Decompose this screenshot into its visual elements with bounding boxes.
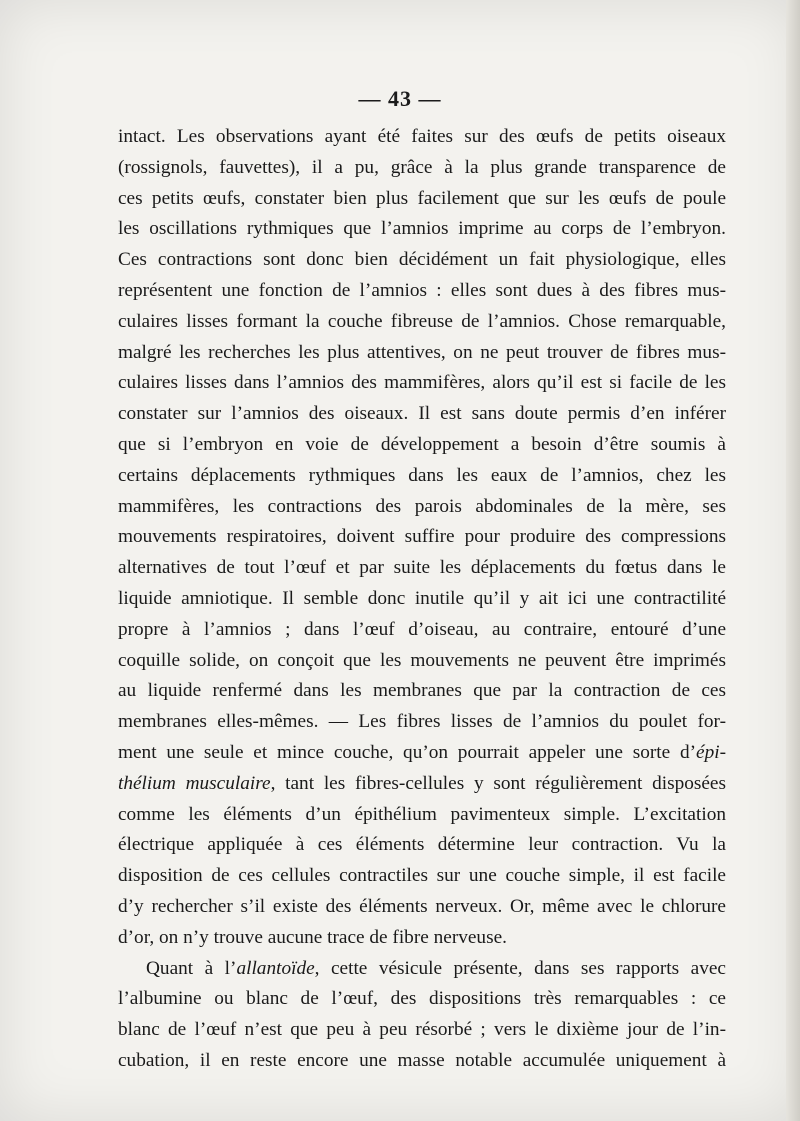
text-line: mammifères, les contractions des parois abdominales de la mère, ses xyxy=(118,495,726,517)
italic-term: allantoïde xyxy=(236,957,315,979)
text-line: représentent une fonction de l’amnios : elles sont dues à des fibres mus- xyxy=(118,279,726,301)
page-number: — 43 — xyxy=(358,86,442,111)
italic-term: thélium musculaire xyxy=(118,772,271,794)
text-line: propre à l’amnios ; dans l’œuf d’oiseau, au contraire, entouré d’une xyxy=(118,618,726,640)
text-line: malgré les recherches les plus attentives, on ne peut trouver de fibres mus- xyxy=(118,341,726,363)
text-line xyxy=(118,769,726,800)
text-line: certains déplacements rythmiques dans les eaux de l’amnios, chez les xyxy=(118,464,726,486)
text-line: les oscillations rythmiques que l’amnios imprime au corps de l’embryon. xyxy=(118,218,726,240)
text-line: liquide amniotique. Il semble donc inutile qu’il y ait ici une contractilité xyxy=(118,587,726,609)
text-run: , cette vésicule présente, dans ses rapports avec xyxy=(314,957,726,979)
text-line: coquille solide, on conçoit que les mouvements ne peuvent être imprimés xyxy=(118,649,726,671)
paragraph-start-line xyxy=(118,954,726,985)
text-run: ment une seule et mince couche, qu’on pourrait appeler une sorte d’ xyxy=(118,741,697,763)
text-line: d’y rechercher s’il existe des éléments nerveux. Or, même avec le chlorure xyxy=(118,895,726,917)
text-line: que si l’embryon en voie de développement a besoin d’être soumis à xyxy=(118,433,726,455)
text-line: d’or, on n’y trouve aucune trace de fibre nerveuse. xyxy=(118,926,507,948)
text-line: disposition de ces cellules contractiles sur une couche simple, il est facile xyxy=(118,865,726,887)
text-line: comme les éléments d’un épithélium pavimenteux simple. L’excitation xyxy=(118,803,726,825)
text-line: membranes elles-mêmes. — Les fibres lisses de l’amnios du poulet for- xyxy=(118,711,726,733)
text-run: Quant à l’ xyxy=(146,957,237,979)
text-line: cubation, il en reste encore une masse notable accumulée uniquement à xyxy=(118,1049,726,1071)
page-edge xyxy=(786,0,800,1121)
text-line: culaires lisses dans l’amnios des mammifères, alors qu’il est si facile de les xyxy=(118,372,726,394)
italic-term: épi- xyxy=(696,741,726,763)
text-line: électrique appliquée à ces éléments détermine leur contraction. Vu la xyxy=(118,834,726,856)
text-line: ces petits œufs, constater bien plus facilement que sur les œufs de poule xyxy=(118,187,726,209)
text-line: (rossignols, fauvettes), il a pu, grâce à la plus grande transparence de xyxy=(118,156,726,178)
body-text xyxy=(118,122,726,1077)
text-line: l’albumine ou blanc de l’œuf, des dispositions très remarquables : ce xyxy=(118,988,726,1010)
text-line: mouvements respiratoires, doivent suffire pour produire des compressions xyxy=(118,526,726,548)
text-line: blanc de l’œuf n’est que peu à peu résorbé ; vers le dixième jour de l’in- xyxy=(118,1019,726,1041)
text-line: alternatives de tout l’œuf et par suite les déplacements du fœtus dans le xyxy=(118,557,726,579)
text-line: intact. Les observations ayant été faites sur des œufs de petits oiseaux xyxy=(118,126,726,147)
text-line: culaires lisses formant la couche fibreuse de l’amnios. Chose remarquable, xyxy=(118,310,726,332)
text-line: Ces contractions sont donc bien décidément un fait physiologique, elles xyxy=(118,249,726,271)
text-line: au liquide renfermé dans les membranes que par la contraction de ces xyxy=(118,680,726,702)
text-run: , tant les fibres-cellules y sont régulièrement disposées xyxy=(270,772,726,794)
text-line xyxy=(118,738,726,769)
text-line: constater sur l’amnios des oiseaux. Il est sans doute permis d’en inférer xyxy=(118,403,726,425)
